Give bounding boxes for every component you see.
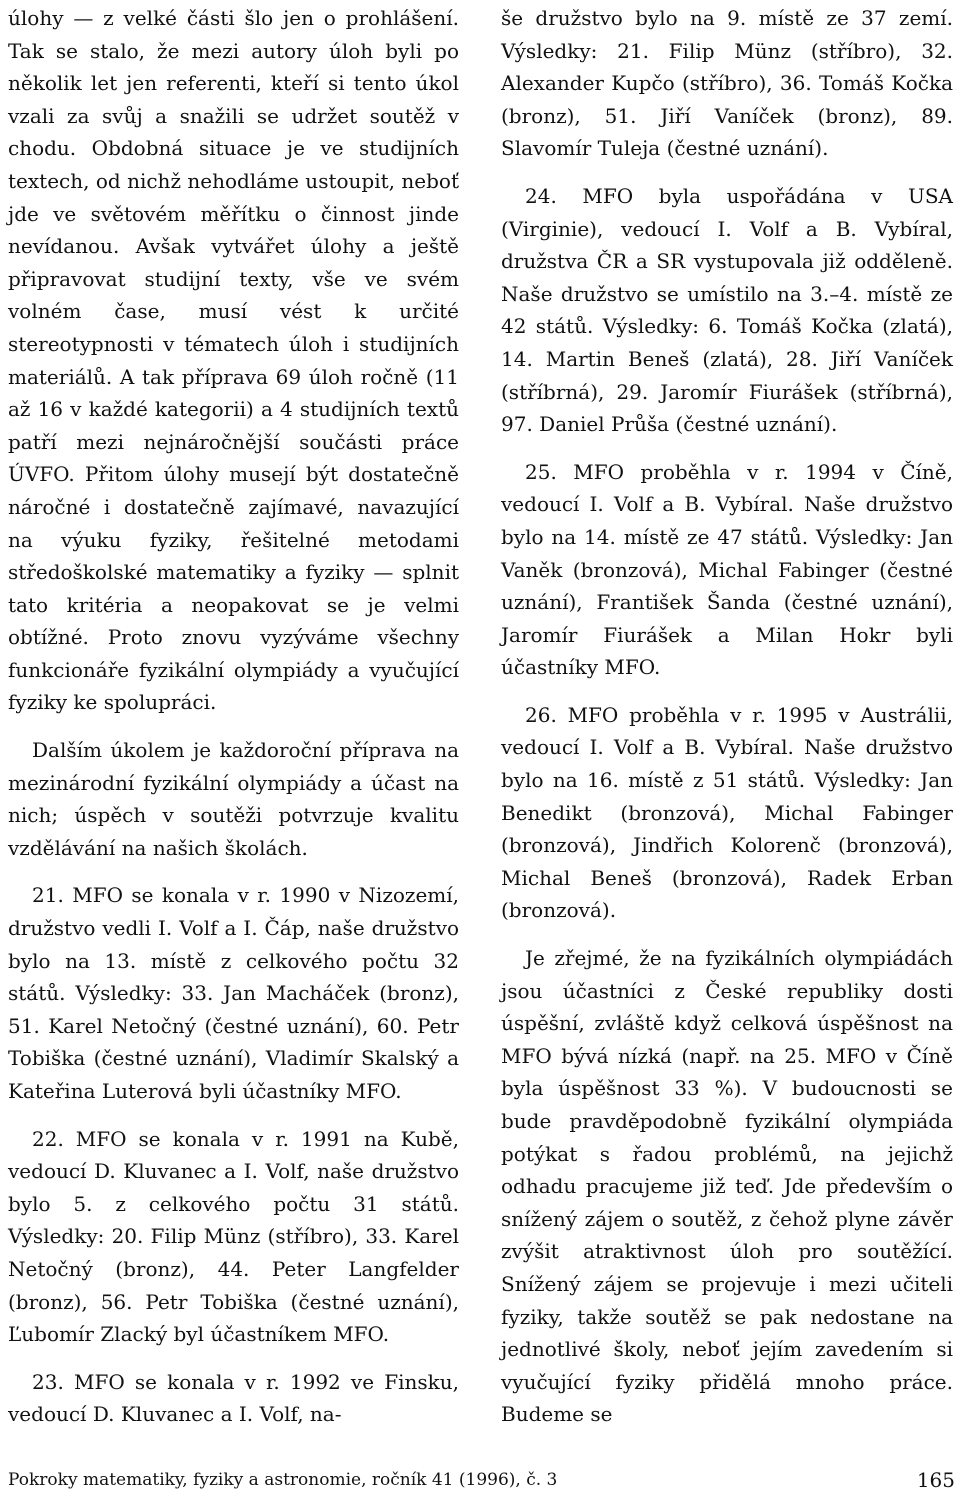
paragraph: 22. MFO se konala v r. 1991 na Kubě, vedoucí D. Kluvanec a I. Volf, naše družstvo bylo 5. z celkového počtu 31 států. Výsledky: 20. Filip Münz (stříbro), 33. Karel Netočný (bronz), 44. Peter Langfelder (bronz), 56. Petr Tobiška (čestné uznání), Ľubomír Zlacký byl účastníkem MFO. bbox=[8, 1126, 459, 1347]
right-column bbox=[501, 2, 953, 1446]
paragraph: Dalším úkolem je každoroční příprava na mezinárodní fyzikální olympiády a účast na nich; úspěch v soutěži potvrzuje kvalitu vzdělávání na našich školách. bbox=[8, 738, 459, 860]
page-footer bbox=[8, 1465, 955, 1495]
paragraph: 21. MFO se konala v r. 1990 v Nizozemí, družstvo vedli I. Volf a I. Čáp, naše družstvo bylo na 13. místě z celkového počtu 32 států. Výsledky: 33. Jan Macháček (bronz), 51. Karel Netočný (čestné uznání), 60. Petr Tobiška (čestné uznání), Vladimír Skalský a Kateřina Luterová byli účastníky MFO. bbox=[8, 883, 459, 1103]
left-column bbox=[8, 2, 459, 1446]
paragraph: 23. MFO se konala v r. 1992 ve Finsku, vedoucí D. Kluvanec a I. Volf, na- bbox=[8, 1369, 459, 1427]
paragraph: úlohy — z velké části šlo jen o prohlášení. Tak se stalo, že mezi autory úloh byli po několik let jen referenti, kteří si tento úkol vzali za svůj a snažili se udržet soutěž v chodu. Obdobná situace je ve studijních textech, od nichž nehodláme ustoupit, neboť jde ve světovém měřítku o činnost jinde nevídanou. Avšak vytvářet úlohy a ještě připravovat studijní texty, vše ve svém volném čase, musí vést k určité stereotypnosti v tématech úloh i studijních materiálů. A tak příprava 69 úloh ročně (11 až 16 v každé kategorii) a 4 studijních textů patří mezi nejnáročnější součásti práce ÚVFO. Přitom úlohy musejí být dostatečně náročné i dostatečně zajímavé, navazující na výuku fyziky, řešitelné metodami středoškolské matematiky a fyziky — splnit tato kritéria a neopakovat se je velmi obtížné. Proto znovu vyzýváme všechny funkcionáře fyzikální olympiády a vyučující fyziky ke spolupráci. bbox=[8, 6, 459, 715]
journal-citation: Pokroky matematiky, fyziky a astronomie, ročník 41 (1996), č. 3 bbox=[8, 1470, 558, 1490]
paragraph: 25. MFO proběhla v r. 1994 v Číně, vedoucí I. Volf a B. Vybíral. Naše družstvo bylo na 14. místě ze 47 států. Výsledky: Jan Vaněk (bronzová), Michal Fabinger (čestné uznání), František Šanda (čestné uznání), Jaromír Fiurášek a Milan Hokr byli účastníky MFO. bbox=[501, 459, 953, 680]
page-number: 165 bbox=[916, 1468, 955, 1492]
paragraph: Je zřejmé, že na fyzikálních olympiádách jsou účastníci z České republiky dosti úspěšní, zvláště když celková úspěšnost na MFO bývá nízká (např. na 25. MFO v Číně byla úspěšnost 33 %). V budoucnosti se bude pravděpodobně fyzikální olympiáda potýkat s řadou problémů, na jejichž odhadu pracujeme již teď. Jde především o snížený zájem o soutěž, z čehož plyne závěr zvýšit atraktivnost úloh pro soutěžící. Snížený zájem se projevuje i mezi učiteli fyziky, takže soutěž se pak nedostane na jednotlivé školy, neboť jejím zavedením si vyučující fyziky přidělá mnoho práce. Budeme se bbox=[501, 946, 953, 1427]
paragraph: 24. MFO byla uspořádána v USA (Virginie), vedoucí I. Volf a B. Vybíral, družstva ČR a SR vystupovala již odděleně. Naše družstvo se umístilo na 3.–4. místě ze 42 států. Výsledky: 6. Tomáš Kočka (zlatá), 14. Martin Beneš (zlatá), 28. Jiří Vaníček (stříbrná), 29. Jaromír Fiurášek (stříbrná), 97. Daniel Průša (čestné uznání). bbox=[501, 183, 953, 437]
paragraph: 26. MFO proběhla v r. 1995 v Austrálii, vedoucí I. Volf a B. Vybíral. Naše družstvo bylo na 16. místě z 51 států. Výsledky: Jan Benedikt (bronzová), Michal Fabinger (bronzová), Jindřich Kolorenč (bronzová), Michal Beneš (bronzová), Radek Erban (bronzová). bbox=[501, 702, 953, 923]
paragraph: še družstvo bylo na 9. místě ze 37 zemí. Výsledky: 21. Filip Münz (stříbro), 32. Alexander Kupčo (stříbro), 36. Tomáš Kočka (bronz), 51. Jiří Vaníček (bronz), 89. Slavomír Tuleja (čestné uznání). bbox=[501, 6, 953, 161]
